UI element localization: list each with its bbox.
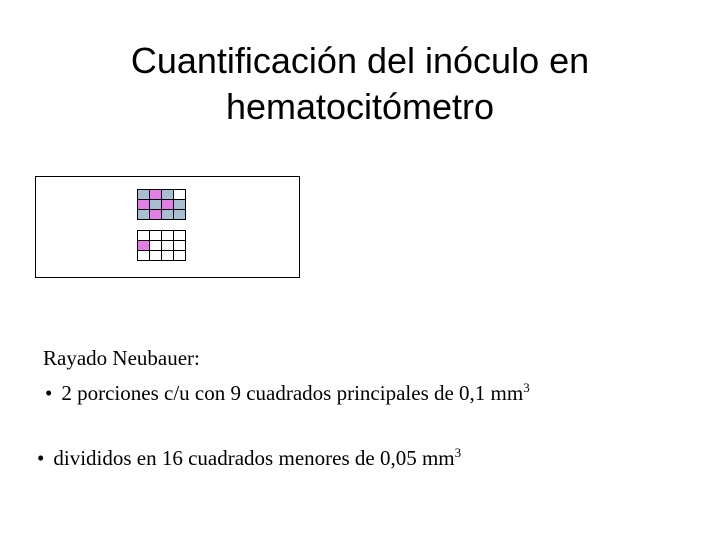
bullet-item-2-superscript: 3 [454, 445, 462, 460]
grid-row [138, 210, 186, 220]
grid-square [150, 190, 162, 200]
bullet-item-1 [45, 380, 530, 406]
grid-square [174, 231, 186, 241]
grid-square [162, 251, 174, 261]
grid-square [138, 210, 150, 220]
grid-row [138, 200, 186, 210]
grid-square [174, 210, 186, 220]
grid-square [174, 251, 186, 261]
grid-square [174, 190, 186, 200]
grid-square [138, 200, 150, 210]
slide-title [60, 38, 660, 130]
grid-square [174, 241, 186, 251]
grid-square [150, 200, 162, 210]
slide-title-line-1: Cuantificación del inóculo en [130, 40, 590, 81]
grid-square [138, 231, 150, 241]
slide-title-line-2: hematocitómetro [225, 86, 495, 127]
bullet-symbol: • [37, 446, 45, 470]
grid-row [138, 190, 186, 200]
bullet-item-1-text: 2 porciones c/u con 9 cuadrados principales de 0,1 mm [61, 381, 524, 405]
grid-square [162, 241, 174, 251]
grid-square [150, 251, 162, 261]
grid-square [150, 210, 162, 220]
hemocytometer-grid-upper [137, 189, 186, 220]
grid-square [150, 231, 162, 241]
grid-square [162, 231, 174, 241]
grid-square [150, 241, 162, 251]
grid-square [138, 190, 150, 200]
grid-square [138, 251, 150, 261]
grid-square [174, 200, 186, 210]
grid-square [162, 200, 174, 210]
bullet-item-2-text: divididos en 16 cuadrados menores de 0,05 mm [53, 446, 455, 470]
grid-square [162, 210, 174, 220]
grid-row [138, 231, 186, 241]
grid-row [138, 241, 186, 251]
hemocytometer-grid-lower [137, 230, 186, 261]
neubauer-heading: Rayado Neubauer: [43, 346, 200, 370]
grid-square [138, 241, 150, 251]
bullet-symbol: • [45, 381, 53, 405]
bullet-item-2 [37, 445, 461, 471]
grid-square [162, 190, 174, 200]
grid-row [138, 251, 186, 261]
bullet-item-1-superscript: 3 [523, 380, 530, 395]
